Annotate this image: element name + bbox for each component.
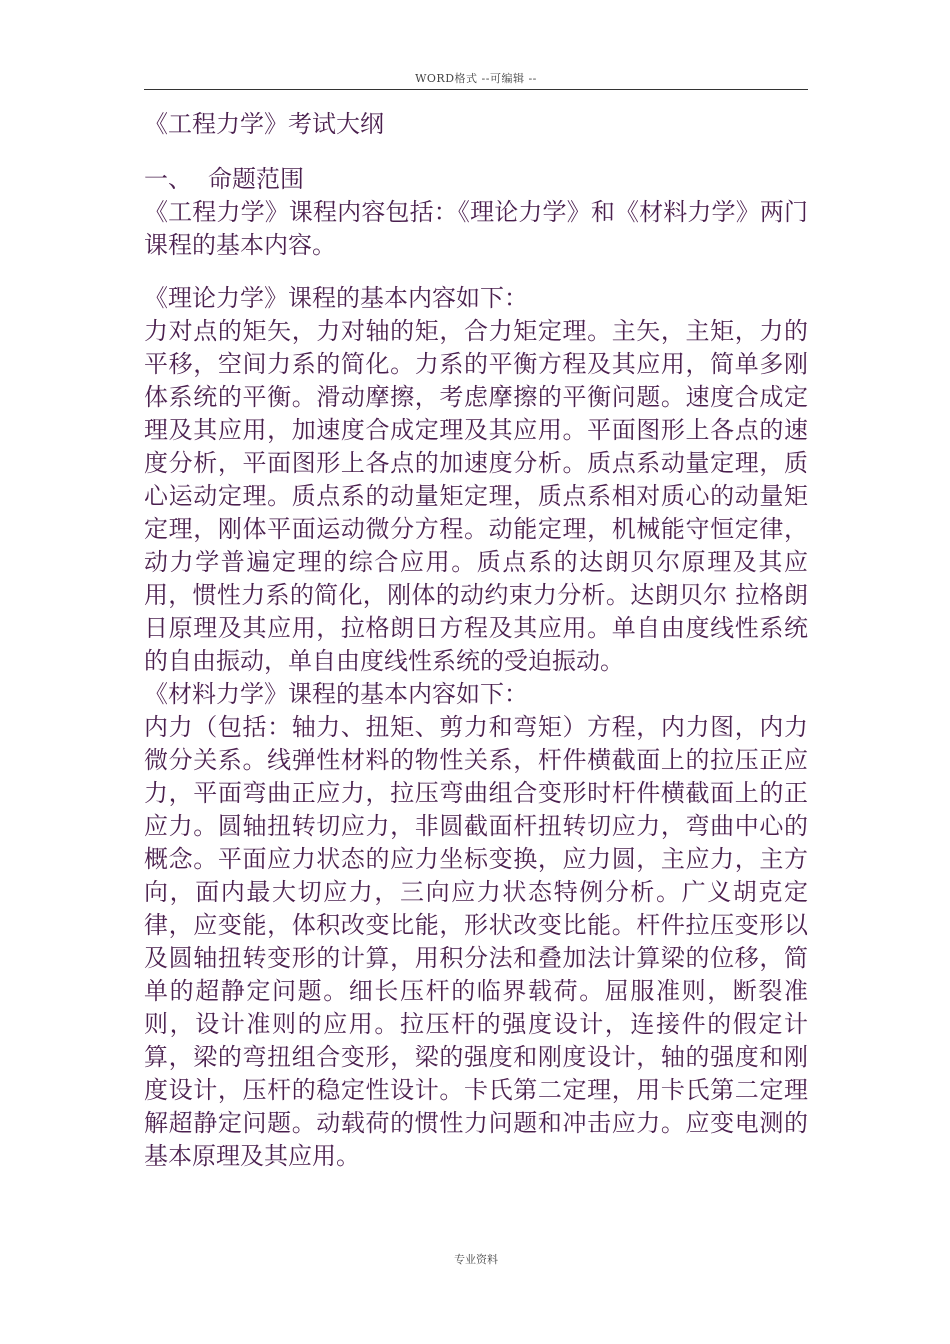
- page-header: WORD格式 --可编辑 --: [415, 72, 537, 85]
- section-number: 一、: [144, 165, 192, 193]
- section-title: 命题范围: [208, 165, 304, 193]
- page-footer: 专业资料: [454, 1253, 498, 1266]
- materials-mechanics-heading: 《材料力学》课程的基本内容如下：: [144, 680, 528, 708]
- theory-mechanics-heading: 《理论力学》课程的基本内容如下：: [144, 284, 528, 312]
- document-title: 《工程力学》考试大纲: [144, 110, 384, 138]
- intro-paragraph: 《工程力学》课程内容包括：《理论力学》和《材料力学》两门课程的基本内容。: [144, 198, 808, 259]
- theory-mechanics-paragraph: 力对点的矩矢，力对轴的矩，合力矩定理。主矢，主矩，力的平移，空间力系的简化。力系的平衡方程及其应用，简单多刚体系统的平衡。滑动摩擦，考虑摩擦的平衡问题。速度合成定理及其应用，加速度合成定理及其应用。平面图形上各点的速度分析，平面图形上各点的加速度分析。质点系动量定理，质心运动定理。质点系的动量矩定理，质点系相对质心的动量矩定理，刚体平面运动微分方程。动能定理，机械能守恒定律，动力学普遍定理的综合应用。质点系的达朗贝尔原理及其应用，惯性力系的简化，刚体的动约束力分析。达朗贝尔 拉格朗日原理及其应用，拉格朗日方程及其应用。单自由度线性系统的自由振动，单自由度线性系统的受迫振动。: [144, 317, 808, 675]
- materials-mechanics-paragraph: 内力（包括：轴力、扭矩、剪力和弯矩）方程，内力图，内力微分关系。线弹性材料的物性关系，杆件横截面上的拉压正应力，平面弯曲正应力，拉压弯曲组合变形时杆件横截面上的正应力。圆轴扭转切应力，非圆截面杆扭转切应力，弯曲中心的概念。平面应力状态的应力坐标变换，应力圆，主应力，主方向，面内最大切应力，三向应力状态特例分析。广义胡克定律，应变能，体积改变比能，形状改变比能。杆件拉压变形以及圆轴扭转变形的计算，用积分法和叠加法计算梁的位移，简单的超静定问题。细长压杆的临界载荷。屈服准则，断裂准则，设计准则的应用。拉压杆的强度设计，连接件的假定计算，梁的弯扭组合变形，梁的强度和刚度设计，轴的强度和刚度设计，压杆的稳定性设计。卡氏第二定理，用卡氏第二定理解超静定问题。动载荷的惯性力问题和冲击应力。应变电测的基本原理及其应用。: [144, 713, 808, 1170]
- section-heading: [144, 163, 808, 196]
- document-body: [144, 108, 808, 1173]
- header-rule: [144, 89, 808, 90]
- paragraph-gap: [144, 262, 808, 282]
